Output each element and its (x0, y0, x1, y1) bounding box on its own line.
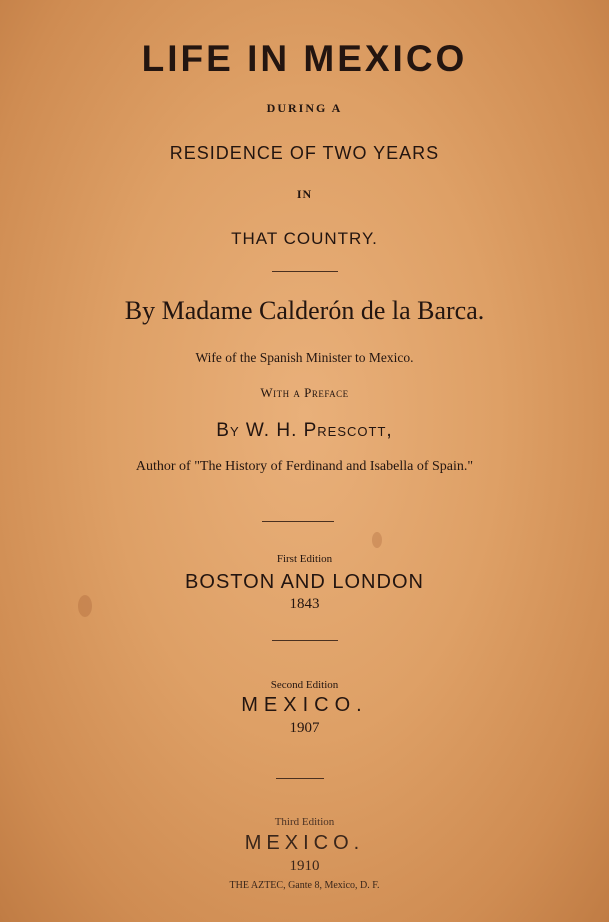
second-edition-label: Second Edition (270, 679, 339, 691)
second-edition-place: MEXICO. (241, 694, 368, 716)
first-edition-place: BOSTON AND LONDON (185, 571, 424, 593)
third-edition-label: Third Edition (274, 816, 335, 828)
preface-author-description: Author of "The History of Ferdinand and Isabella of Spain." (135, 459, 474, 474)
divider-rule (262, 521, 334, 522)
paper-stain (372, 532, 382, 548)
divider-rule (272, 271, 338, 272)
subtitle-country: THAT COUNTRY. (231, 229, 378, 248)
preface-label: With a Preface (260, 385, 349, 400)
subtitle-in: IN (296, 187, 313, 201)
third-edition-year: 1910 (289, 858, 320, 874)
subtitle-residence: RESIDENCE OF TWO YEARS (169, 143, 440, 163)
divider-rule (276, 778, 324, 779)
preface-author: By W. H. Prescott, (216, 420, 393, 441)
first-edition-year: 1843 (289, 596, 320, 612)
first-edition-label: First Edition (276, 553, 333, 565)
divider-rule (272, 640, 338, 641)
author-description: Wife of the Spanish Minister to Mexico. (195, 350, 414, 365)
book-title: LIFE IN MEXICO (141, 38, 468, 79)
third-edition-place: MEXICO. (244, 832, 365, 854)
printer-imprint: THE AZTEC, Gante 8, Mexico, D. F. (229, 880, 380, 891)
author-line: By Madame Calderón de la Barca. (124, 296, 485, 325)
second-edition-year: 1907 (289, 720, 320, 736)
subtitle-during: DURING A (266, 101, 343, 115)
